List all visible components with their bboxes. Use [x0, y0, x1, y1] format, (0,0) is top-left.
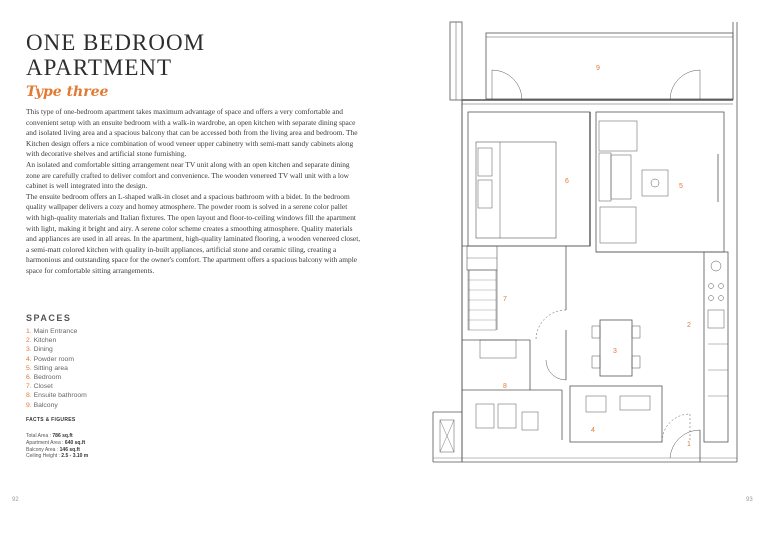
balcony-door-right — [670, 70, 700, 100]
paragraph-1: This type of one-bedroom apartment takes maximum advantage of space and offers a very comfortable and convenient setup with an ensuite bedroom with a walk-in wardrobe, an open kitchen with separate dining space and isolated living area and a spacious balcony that can be accessed both from the living area and bedroom. The Kitchen design offers a nice combination of wood veneer upper cabinetry with semi-matt sandy cabinets along with decorative shelves and artificial stone furnishing. — [26, 107, 358, 159]
plan-label-kitchen: 2 — [687, 322, 691, 329]
plan-label-bedroom: 6 — [565, 178, 569, 185]
page-number-right: 93 — [746, 497, 753, 503]
fact-label: Balcony Area : — [26, 446, 60, 453]
coffee-table — [642, 170, 668, 196]
space-label: Sitting area — [33, 364, 68, 372]
bedroom-outline — [468, 112, 590, 246]
fact-value: 640 sq.ft — [64, 439, 86, 446]
title-line-1: ONE BEDROOM — [26, 30, 206, 55]
powder-room-outline — [570, 386, 662, 442]
paragraph-2: An isolated and comfortable sitting arrangement near TV unit along with an open kitchen and separate dining zone are carefully crafted to deliver comfort and convenience. The wooden venereed TV wall unit with a low cabinet is well integrated into the design. — [26, 159, 350, 191]
paragraph-3: The ensuite bedroom offers an L-shaped walk-in closet and a spacious bathroom with a bidet. In the bedroom quality wallpaper delivers a cozy and homey atmosphere. The powder room is solved in a serene color pallet with high-quality materials and Italian fixtures. The open layout and floor-to-ceiling windows fill the apartment with light, making it bright and airy. A serene color scheme creates a smoothing atmosphere. Quality materials and appliances are used in all areas. In the apartment, high-quality laminated flooring, a wooden venereed closet, a semi-matt colored kitchen with quality in-built appliances, artificial stone and ceramic tiling, creating a harmonious and outstanding space for the owner's comfort. The apartment offers a spacious balcony with ample space for comfortable sitting arrangements. — [26, 191, 361, 275]
fact-value: 146 sq.ft — [59, 446, 80, 453]
space-number: 9. — [26, 401, 32, 409]
plan-label-closet: 7 — [503, 296, 507, 303]
space-number: 7. — [26, 383, 32, 391]
plan-label-ensuite-bathroom: 8 — [503, 383, 507, 390]
facts-heading: FACTS & FIGURES — [26, 417, 76, 423]
space-label: Bedroom — [33, 374, 62, 382]
fact-label: Total Area : — [26, 433, 53, 439]
fact-label: Apartment Area : — [26, 439, 65, 446]
plan-label-powder-room: 4 — [591, 427, 595, 434]
page-number-left: 92 — [12, 497, 19, 503]
space-label: Closet — [33, 383, 53, 391]
plan-label-sitting-area: 5 — [679, 183, 683, 190]
space-label: Kitchen — [33, 337, 57, 345]
kitchen-counter — [704, 252, 728, 442]
bed — [476, 142, 556, 238]
title-line-2: APARTMENT — [26, 55, 173, 80]
toilet — [476, 404, 494, 428]
living-outline — [596, 112, 724, 252]
balcony-door-left — [492, 70, 522, 100]
space-label: Ensuite bathroom — [33, 392, 87, 400]
balcony-outline — [486, 33, 733, 99]
spaces-heading: SPACES — [26, 313, 72, 323]
space-number: 1. — [26, 328, 32, 335]
plan-label-dining: 3 — [613, 348, 617, 355]
bidet — [498, 404, 516, 428]
bathtub-sink — [480, 340, 516, 358]
subtitle: Type three — [26, 84, 109, 100]
space-label: Dining — [33, 346, 53, 354]
space-number: 8. — [26, 392, 32, 400]
fact-label: Ceiling Height : — [26, 453, 62, 460]
space-label: Main Entrance — [33, 328, 78, 335]
plan-label-main-entrance: 1 — [687, 441, 691, 448]
plan-label-balcony: 9 — [596, 65, 600, 72]
space-number: 3. — [26, 346, 32, 354]
space-label: Balcony — [33, 401, 58, 409]
space-label: Powder room — [33, 355, 74, 363]
space-number: 6. — [26, 374, 32, 382]
fact-value: 2.5 - 3.10 m — [61, 453, 89, 460]
fact-value: 786 sq.ft — [52, 433, 73, 439]
space-number: 5. — [26, 364, 32, 372]
space-number: 2. — [26, 337, 32, 345]
space-number: 4. — [26, 355, 32, 363]
